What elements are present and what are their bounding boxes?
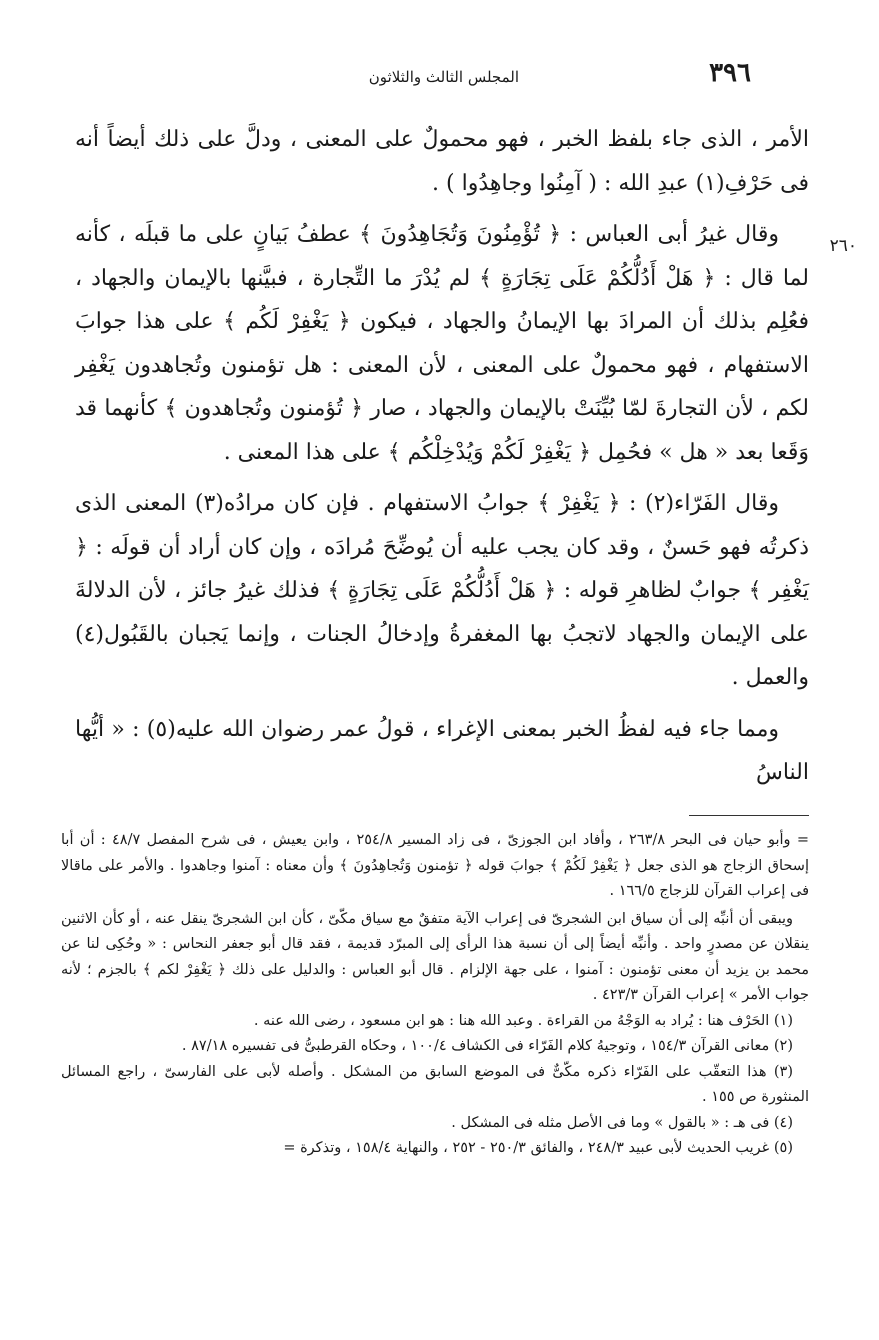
footnote: ويبقى أن أنبِّه إلى أن سياق ابن الشجرىّ فى إعراب الآية متفقٌ مع سياق مكّىّ ، كأن ابن الشجرىّ ينقل عنه ، أو كأن الاثنين ينقلان عن مصدرٍ واحد . وأنبِّه أيضاً إلى أن نسبة هذا الرأى إلى المبرّد قديمة ، فقد قال أبو جعفر النحاس : « وحُكِى لنا عن محمد بن يزيد أن معنى تؤمنون : آمنوا ، على جهة الإلزام . قال أبو العباس : والدليل على ذلك ﴿ يَغْفِرْ لكم ﴾ بالجزم ؛ لأنه جواب الأمر » إعراب القرآن ٤٢٣/٣ . bbox=[61, 910, 809, 1003]
running-title: المجلس الثالث والثلاثون bbox=[368, 68, 519, 86]
paragraph: وقال غيرُ أبى العباس : ﴿ تُؤْمِنُونَ وَتُجَاهِدُونَ ﴾ عطفُ بَيانٍ على ما قبلَه ، كأنه لما قال : ﴿ هَلْ أَدُلُّكُمْ عَلَى تِجَارَةٍ ﴾ لم يُدْرَ ما التِّجارة ، فبيَّنها بالإيمان والجهاد ، فعُلِم بذلك أن المرادَ بها الإيمانُ والجهاد ، فيكون ﴿ يَغْفِرْ لَكُم ﴾ على هذا جوابَ الاستفهام ، فهو محمولٌ على المعنى ، لأن المعنى : هل تؤمنون وتُجاهدون يَغْفِر لكم ، لأن التجارةَ لمّا بُيِّنَتْ بالإيمان والجهاد ، صار ﴿ تُؤمنون وتُجاهدون ﴾ كأنهما قد وَقَعا بعد « هل » فحُمِل ﴿ يَغْفِرْ لَكُمْ وَيُدْخِلْكُم ﴾ على هذا المعنى . bbox=[75, 222, 809, 465]
footnote: = وأبو حيان فى البحر ٢٦٣/٨ ، وأفاد ابن الجوزىّ ، فى زاد المسير ٢٥٤/٨ ، وابن يعيش ، فى شرح المفصل ٤٨/٧ : أن أبا إسحاق الزجاج هو الذى جعل ﴿ يَغْفِرْ لَكُمْ ﴾ جوابَ قوله ﴿ تؤمنون وَتُجاهِدُونَ ﴾ وأن معناه : آمنوا وجاهدوا . والأمر على ماقالا فى إعراب القرآن للزجاج ١٦٦/٥ . bbox=[61, 832, 810, 899]
footnote: (٣) هذا التعقّب على الفَرّاء ذكره مكّىٌّ فى الموضع السابق من المشكل . وأصله لأبى على الفارسىّ ، راجع المسائل المنثورة ص ١٥٥ . bbox=[61, 1063, 809, 1105]
footnote: (٤) فى هـ : « بالقول » وما فى الأصل مثله فى المشكل . bbox=[451, 1114, 793, 1131]
margin-line-number: ٢٦٠ bbox=[829, 236, 857, 256]
paragraph: ومما جاء فيه لفظُ الخبر بمعنى الإغراء ، قولُ عمر رضوان الله عليه(٥) : « أيُّها الناسُ bbox=[75, 716, 809, 785]
main-text bbox=[75, 118, 809, 795]
footnote: (١) الحَرْف هنا : يُراد به الوَجْهُ من القراءة . وعبد الله هنا : هو ابن مسعود ، رضى الله عنه . bbox=[253, 1012, 793, 1029]
footnote-separator bbox=[689, 815, 809, 816]
footnotes bbox=[61, 828, 809, 1162]
footnote: (٥) غريب الحديث لأبى عبيد ٢٤٨/٣ ، والفائق ٢٥٠/٣ - ٢٥٢ ، والنهاية ١٥٨/٤ ، وتذكرة = bbox=[283, 1140, 793, 1156]
page-number: ٣٩٦ bbox=[709, 58, 751, 88]
page-header bbox=[60, 58, 809, 94]
footnote: (٢) معانى القرآن ١٥٤/٣ ، وتوجيهُ كلام الفَرّاء فى الكشاف ١٠٠/٤ ، وحكاه القرطبىُّ فى تفسيره ٨٧/١٨ . bbox=[181, 1038, 793, 1054]
paragraph: وقال الفَرّاء(٢) : ﴿ يَغْفِرْ ﴾ جوابُ الاستفهام . فإن كان مرادُه(٣) المعنى الذى ذكرتُه فهو حَسنٌ ، وقد كان يجب عليه أن يُوضِّحَ مُرادَه ، وإن كان أراد أن قولَه : ﴿ يَغْفِر ﴾ جوابٌ لظاهرِ قوله : ﴿ هَلْ أَدُلُّكُمْ عَلَى تِجَارَةٍ ﴾ فذلك غيرُ جائز ، لأن الدلالةَ على الإيمان والجهاد لاتجبُ بها المغفرةُ وإدخالُ الجنات ، وإنما يَجبان بالقَبُول(٤) والعمل . bbox=[75, 491, 809, 690]
paragraph: الأمر ، الذى جاء بلفظ الخبر ، فهو محمولٌ على المعنى ، ودلَّ على ذلك أيضاً أنه فى حَرْفِ(١) عبدِ الله : ( آمِنُوا وجاهِدُوا ) . bbox=[75, 127, 809, 196]
